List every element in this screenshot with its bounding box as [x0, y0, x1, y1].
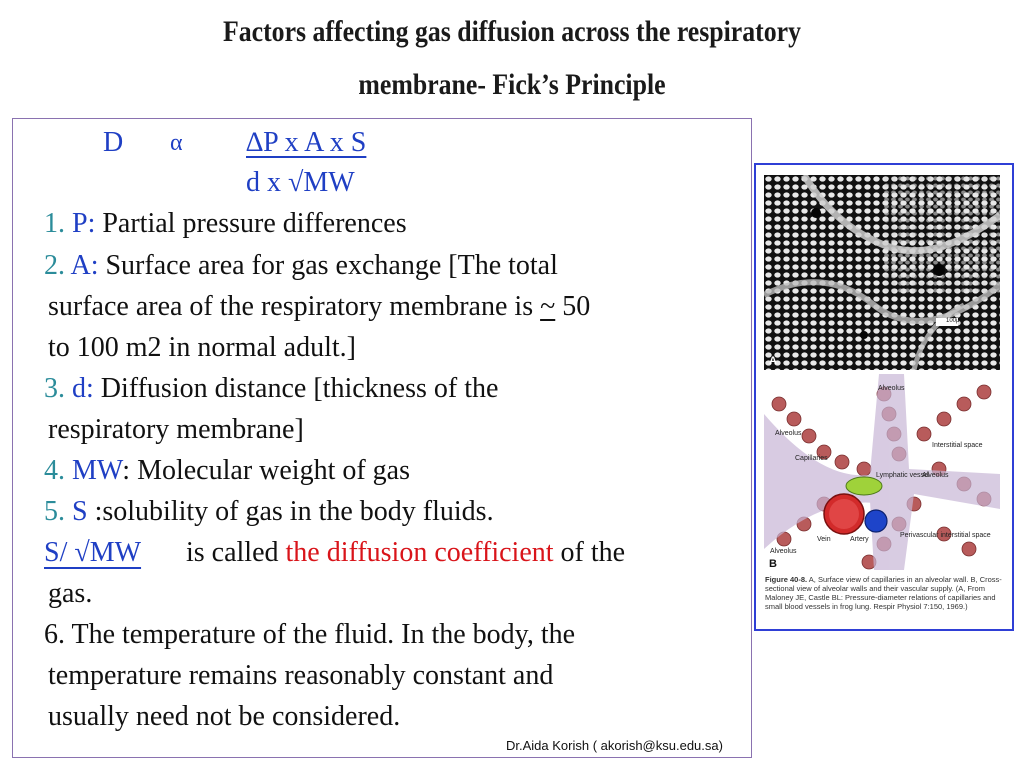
panel-b-label: B [769, 558, 777, 570]
factor-number: 2. [44, 250, 65, 281]
approx-symbol: ~ [540, 291, 556, 322]
factor-2-continuation-2: to 100 m2 in normal adult.] [48, 332, 356, 363]
factor-3-continuation: respiratory membrane] [48, 414, 304, 445]
capillary-micrograph-image [764, 175, 1000, 370]
factor-6-line3: usually need not be considered. [48, 701, 401, 732]
factor-text: Surface area for gas exchange [The total [98, 250, 558, 281]
label-alveolus-left: Alveolus [775, 430, 802, 437]
factor-number: 3. [44, 373, 65, 404]
factor-6-line2: temperature remains reasonably constant and [48, 660, 554, 691]
panel-a-label: A [769, 355, 777, 367]
factor-number: 5. [44, 496, 65, 527]
factor-6-line1: 6. The temperature of the fluid. In the body, the [44, 619, 576, 650]
factor-4 [44, 454, 410, 488]
label-vein: Vein [817, 536, 831, 543]
caption-part-a: A, Surface view of capillaries in an alveolar wall. [807, 575, 969, 584]
label-alveolus-top: Alveolus [878, 385, 905, 392]
factor-text: 50 [555, 291, 591, 322]
factor-2 [44, 249, 558, 283]
label-alveolus-bottom: Alveolus [770, 548, 797, 555]
factor-2-continuation-1 [48, 290, 590, 324]
label-perivascular-space: Perivascular interstitial space [900, 532, 991, 539]
factor-key: d: [72, 373, 94, 404]
figure-caption [765, 575, 1003, 611]
label-artery: Artery [850, 536, 869, 543]
sentence-text: of the [553, 537, 626, 568]
factor-number: 4. [44, 455, 65, 486]
sentence-text: is called [186, 537, 286, 568]
factor-1 [44, 207, 407, 241]
page-title-line2: membrane- Fick’s Principle [358, 68, 666, 101]
label-interstitial-space: Interstitial space [932, 442, 983, 449]
diffusion-coefficient-term: S/ √MW [44, 537, 142, 568]
diffusion-coefficient-sentence [186, 536, 625, 570]
factor-key: P: [72, 208, 96, 239]
factor-text: :solubility of gas in the body fluids. [87, 496, 494, 527]
diffusion-coefficient-highlight: the diffusion coefficient [285, 537, 554, 568]
factor-text: surface area of the respiratory membrane is [48, 291, 541, 322]
factor-text: Partial pressure differences [95, 208, 407, 239]
factor-key: A: [70, 250, 99, 281]
label-lymphatic-vessel: Lymphatic vessel [876, 472, 930, 479]
factor-text: : Molecular weight of gas [122, 455, 410, 486]
formula-proportional-symbol: α [170, 130, 183, 156]
factor-key: MW [72, 455, 123, 486]
formula-numerator: ∆P x A x S [246, 127, 367, 158]
formula-lhs: D [103, 127, 124, 158]
factor-3 [44, 372, 498, 406]
factor-number: 1. [44, 208, 65, 239]
formula-denominator: d x √MW [246, 167, 355, 198]
caption-reference: (A, From Maloney JE, Castle BL: Pressure-diameter relations of capillaries and small blood vessels in frog lung. Respir Physiol 7:150, 1969.) [765, 584, 996, 611]
label-capillaries: Capillaries [795, 455, 828, 462]
caption-part-b: B, Cross-sectional view of alveolar walls and their vascular supply. [765, 575, 1002, 593]
diffusion-coefficient-continuation: gas. [48, 578, 93, 609]
label-alveolus-right: Alveolus [922, 472, 949, 479]
factor-text: Diffusion distance [thickness of the [93, 373, 499, 404]
scale-label: 100µ [946, 318, 960, 324]
caption-figure-number: Figure 40-8. [765, 575, 808, 584]
factor-key: S [72, 496, 88, 527]
page-title-line1: Factors affecting gas diffusion across the respiratory [222, 15, 802, 48]
factor-5 [44, 495, 494, 529]
author-credit: Dr.Aida Korish ( akorish@ksu.edu.sa) [506, 738, 723, 753]
